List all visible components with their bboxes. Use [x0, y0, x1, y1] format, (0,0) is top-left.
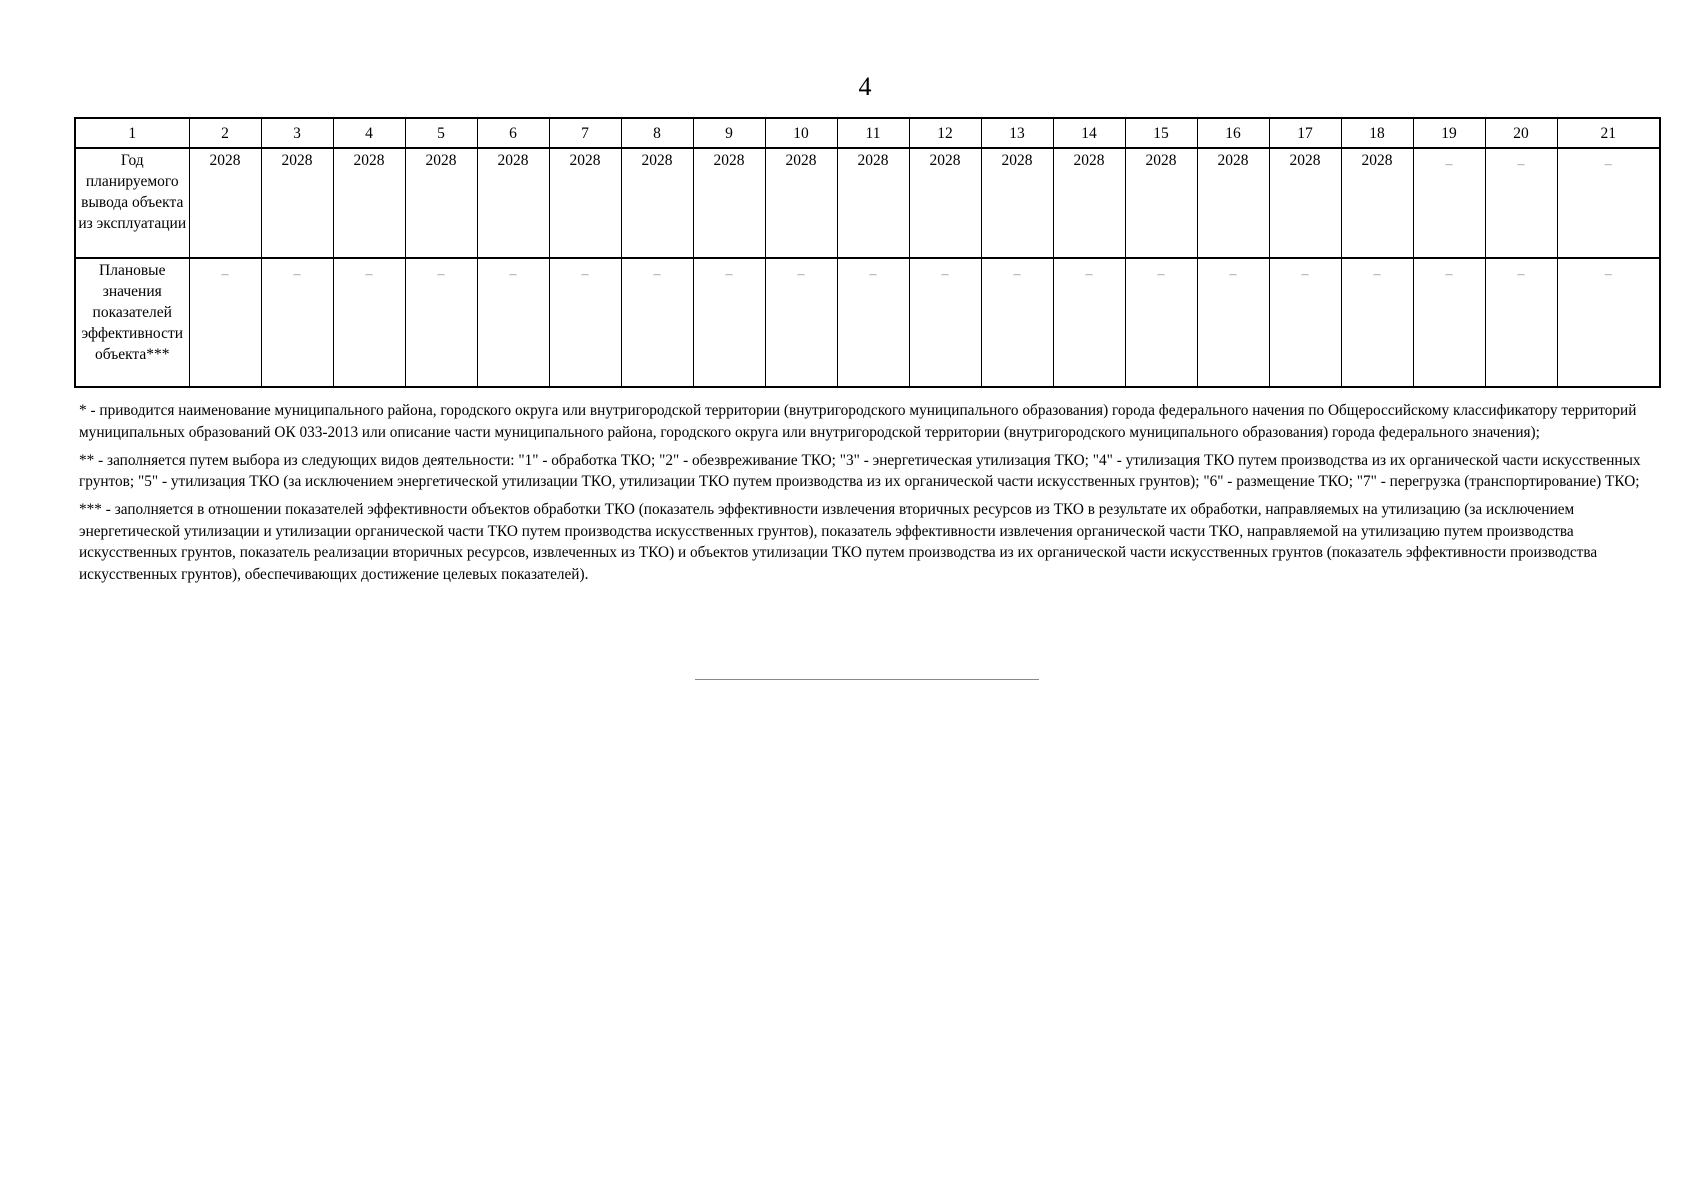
column-number: 21 [1557, 118, 1660, 148]
column-number: 4 [333, 118, 405, 148]
table-cell [693, 258, 765, 387]
dash-placeholder: – [509, 267, 517, 282]
column-number: 5 [405, 118, 477, 148]
dash-placeholder: – [1085, 267, 1093, 282]
dash-placeholder: – [653, 267, 661, 282]
dash-placeholder: – [1517, 267, 1525, 282]
column-number: 17 [1269, 118, 1341, 148]
dash-placeholder: – [293, 267, 301, 282]
column-number: 19 [1413, 118, 1485, 148]
table-cell: 2028 [189, 148, 261, 258]
dash-placeholder: – [221, 267, 229, 282]
table-cell: 2028 [693, 148, 765, 258]
table-cell [981, 258, 1053, 387]
column-number: 16 [1197, 118, 1269, 148]
footnote-single-asterisk: * - приводится наименование муниципального района, городского округа или внутригородской территории (внутригородского муниципального образования) города федерального начения по Общероссийскому классификатору территорий муниципальных образований ОК 033-2013 или описание части муниципального района, городского округа или внутригородской территории (внутригородского муниципального образования) города федерального значения); [79, 402, 1637, 441]
column-number: 12 [909, 118, 981, 148]
dash-placeholder: – [437, 267, 445, 282]
column-number: 10 [765, 118, 837, 148]
column-number: 6 [477, 118, 549, 148]
column-number: 18 [1341, 118, 1413, 148]
table-cell [261, 258, 333, 387]
footnotes [79, 400, 1654, 592]
table-cell: 2028 [477, 148, 549, 258]
table-cell [477, 258, 549, 387]
table-cell: 2028 [1125, 148, 1197, 258]
dash-placeholder: – [1604, 267, 1612, 282]
dash-placeholder: – [1517, 157, 1525, 172]
table-cell: 2028 [981, 148, 1053, 258]
table-cell: 2028 [837, 148, 909, 258]
table-cell: 2028 [333, 148, 405, 258]
table-cell [549, 258, 621, 387]
table-cell [1485, 148, 1557, 258]
column-number: 3 [261, 118, 333, 148]
efficiency-indicators-row [75, 258, 1660, 387]
table-cell [1053, 258, 1125, 387]
table-cell [405, 258, 477, 387]
table-cell: 2028 [405, 148, 477, 258]
table-cell [333, 258, 405, 387]
dash-placeholder: – [797, 267, 805, 282]
table-cell [1197, 258, 1269, 387]
table-cell [1413, 148, 1485, 258]
dash-placeholder: – [1157, 267, 1165, 282]
footnote-double-asterisk: ** - заполняется путем выбора из следующих видов деятельности: "1" - обработка ТКО; "2" - обезвреживание ТКО; "3" - энергетическая утилизация ТКО; "4" - утилизация ТКО путем производства из их органической части искусственных грунтов; "5" - утилизация ТКО (за исключением энергетической утилизации ТКО, утилизации ТКО путем производства из их органической части искусственных грунтов); "6" - размещение ТКО; "7" - перегрузка (транспортирование) ТКО; [79, 451, 1641, 490]
column-number: 13 [981, 118, 1053, 148]
column-number: 15 [1125, 118, 1197, 148]
table-cell [1557, 258, 1660, 387]
data-table [74, 117, 1661, 388]
dash-placeholder: – [1229, 267, 1237, 282]
table-cell: 2028 [1053, 148, 1125, 258]
row-label-efficiency-indicators: Плановые значения показателей эффективности объекта*** [75, 258, 189, 387]
column-number: 11 [837, 118, 909, 148]
dash-placeholder: – [365, 267, 373, 282]
table-cell: 2028 [909, 148, 981, 258]
table-cell: 2028 [1341, 148, 1413, 258]
column-number-row [75, 118, 1660, 148]
column-number: 8 [621, 118, 693, 148]
page-number: 4 [858, 72, 872, 101]
table-cell: 2028 [621, 148, 693, 258]
dash-placeholder: – [581, 267, 589, 282]
column-number: 20 [1485, 118, 1557, 148]
row-label-decommission-year: Год планируемого вывода объекта из эксплуатации [75, 148, 189, 258]
table-cell [189, 258, 261, 387]
column-number: 9 [693, 118, 765, 148]
dash-placeholder: – [1445, 267, 1453, 282]
table-cell [1413, 258, 1485, 387]
decommission-year-row [75, 148, 1660, 258]
dash-placeholder: – [725, 267, 733, 282]
table-cell: 2028 [261, 148, 333, 258]
table-cell [1557, 148, 1660, 258]
dash-placeholder: – [941, 267, 949, 282]
column-number: 7 [549, 118, 621, 148]
table-cell: 2028 [549, 148, 621, 258]
table-cell [1485, 258, 1557, 387]
table-cell [1125, 258, 1197, 387]
dash-placeholder: – [1013, 267, 1021, 282]
column-number: 2 [189, 118, 261, 148]
table-cell [1341, 258, 1413, 387]
footnote-triple-asterisk: *** - заполняется в отношении показателей эффективности объектов обработки ТКО (показатель эффективности извлечения вторичных ресурсов из ТКО в результате их обработки, направляемых на утилизацию (за исключением энергетической утилизации и утилизации органической части ТКО путем производства искусственных грунтов), показатель эффективности извлечения органической части ТКО, направляемой на утилизацию путем производства искусственных грунтов, показатель реализации вторичных ресурсов, извлеченных из ТКО) и объектов утилизации ТКО путем производства из их органической части искусственных грунтов (показатель эффективности производства искусственных грунтов), обеспечивающих достижение целевых показателей). [79, 501, 1598, 583]
table-cell [765, 258, 837, 387]
table-cell [837, 258, 909, 387]
table-cell [909, 258, 981, 387]
dash-placeholder: – [1445, 157, 1453, 172]
table-cell: 2028 [765, 148, 837, 258]
column-number: 1 [75, 118, 189, 148]
end-divider-line [695, 679, 1039, 680]
column-number: 14 [1053, 118, 1125, 148]
table-cell [1269, 258, 1341, 387]
dash-placeholder: – [1301, 267, 1309, 282]
table-cell: 2028 [1269, 148, 1341, 258]
dash-placeholder: – [1604, 157, 1612, 172]
dash-placeholder: – [1373, 267, 1381, 282]
dash-placeholder: – [869, 267, 877, 282]
table-cell: 2028 [1197, 148, 1269, 258]
table-cell [621, 258, 693, 387]
